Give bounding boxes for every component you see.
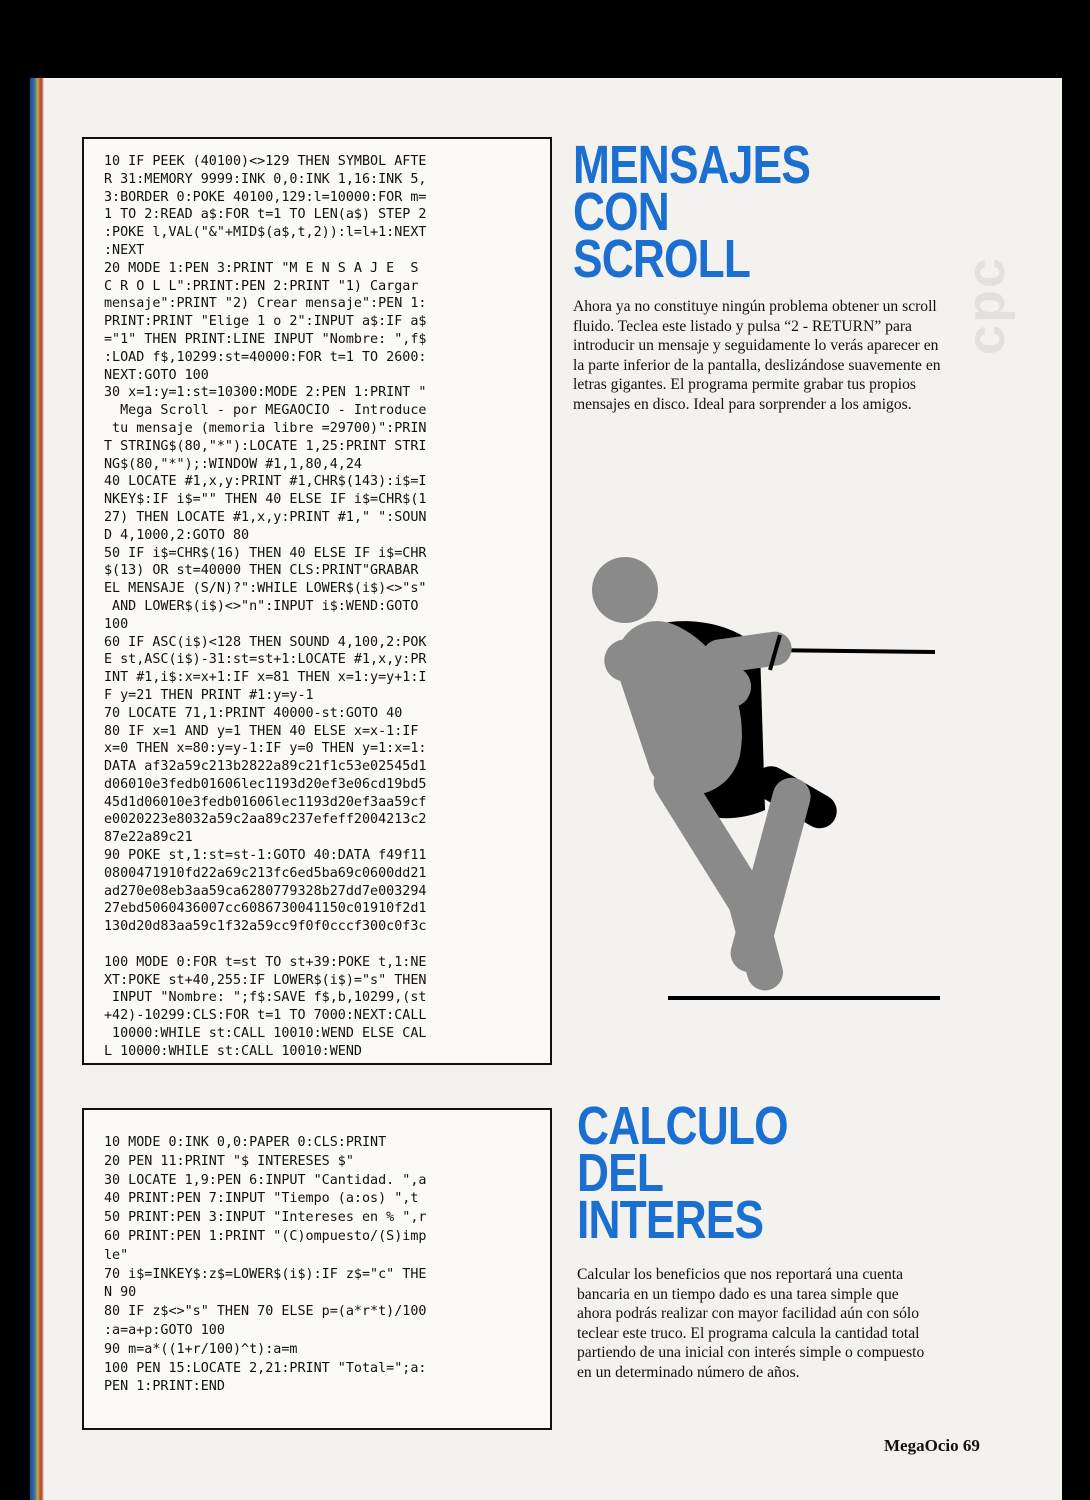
- page-footer-label: MegaOcio 69: [884, 1436, 980, 1455]
- code-listing-box-scroll: [82, 137, 552, 1065]
- description-interes: Calcular los beneficios que nos reportará una cuenta bancaria en un tiempo dado es una tarea simple que ahora podrás realizar con mayor facilidad aún con sólo teclear este truco. El programa calcula la cantidad total partiendo de una inicial con interés simple o compuesto en un determinado número de años.: [577, 1266, 925, 1381]
- description-scroll: Ahora ya no constituye ningún problema obtener un scroll fluido. Teclea este listado y pulsa “2 - RETURN” para introducir un mensaje y seguidamente lo verás aparecer en la parte inferior de la pantalla, deslizándose suavemente en letras gigantes. El programa permite grabar tus propios mensajes en disco. Ideal para sorprender a los amigos.: [573, 298, 941, 413]
- heading-line: SCROLL: [573, 229, 751, 289]
- heading-line: INTERES: [577, 1190, 764, 1250]
- code-listing-box-interes: [82, 1108, 552, 1430]
- binding-spine: [30, 78, 44, 1500]
- heading-calculo-del-interes: [577, 1096, 788, 1250]
- heading-line: MENSAJES: [573, 135, 811, 195]
- head-shape: [592, 557, 658, 623]
- heading-line: CON: [573, 182, 669, 242]
- heading-line: DEL: [577, 1143, 664, 1203]
- heading-line: CALCULO: [577, 1096, 788, 1156]
- heading-mensajes-con-scroll: [573, 135, 811, 289]
- stick-figure-pulling-rope-illustration: [580, 540, 945, 1010]
- bleed-through-watermark: cpc: [956, 255, 1016, 355]
- code-listing-interes: 10 MODE 0:INK 0,0:PAPER 0:CLS:PRINT 20 PEN 11:PRINT "$ INTERESES $" 30 LOCATE 1,9:PEN 6:INPUT "Cantidad. ",a 40 PRINT:PEN 7:INPUT "Tiempo (a:os) ",t 50 PRINT:PEN 3:INPUT "Intereses en % ",r 60 PRINT:PEN 1:PRINT "(C)ompuesto/(S)imp le" 70 i$=INKEY$:z$=LOWER$(i$):IF z$="c" THE N 90 80 IF z$<>"s" THEN 70 ELSE p=(a*r*t)/100 :a=a+p:GOTO 100 90 m=a*((1+r/100)^t):a=m 100 PEN 15:LOCATE 2,21:PRINT "Total=";a: PEN 1:PRINT:END: [104, 1135, 427, 1395]
- code-listing-scroll: 10 IF PEEK (40100)<>129 THEN SYMBOL AFTE R 31:MEMORY 9999:INK 0,0:INK 1,16:INK 5, 3:BORDER 0:POKE 40100,129:l=10000:FOR m= 1 TO 2:READ a$:FOR t=1 TO LEN(a$) STEP 2 :POKE l,VAL("&"+MID$(a$,t,2)):l=l+1:NEXT :NEXT 20 MODE 1:PEN 3:PRINT "M E N S A J E S C R O L L":PRINT:PEN 2:PRINT "1) Cargar mensaje":PRINT "2) Crear mensaje":PEN 1: PRINT:PRINT "Elige 1 o 2":INPUT a$:IF a$ ="1" THEN PRINT:LINE INPUT "Nombre: ",f$ :LOAD f$,10299:st=40000:FOR t=1 TO 2600: NEXT:GOTO 100 30 x=1:y=1:st=10300:MODE 2:PEN 1:PRINT " Mega Scroll - por MEGAOCIO - Introduce tu mensaje (memoria libre =29700)":PRIN T STRING$(80,"*"):LOCATE 1,25:PRINT STRI NG$(80,"*");:WINDOW #1,1,80,4,24 40 LOCATE #1,x,y:PRINT #1,CHR$(143):i$=I NKEY$:IF i$="" THEN 40 ELSE IF i$=CHR$(1 27) THEN LOCATE #1,x,y:PRINT #1," ":SOUN D 4,1000,2:GOTO 80 50 IF i$=CHR$(16) THEN 40 ELSE IF i$=CHR $(13) OR st=40000 THEN CLS:PRINT"GRABAR EL MENSAJE (S/N)?":WHILE LOWER$(i$)<>"s" AND LOWER$(i$)<>"n":INPUT i$:WEND:GOTO 100 60 IF ASC(i$)<128 THEN SOUND 4,100,2:POK E st,ASC(i$)-31:st=st+1:LOCATE #1,x,y:PR INT #1,i$:x=x+1:IF x=81 THEN x=1:y=y+1:I F y=21 THEN PRINT #1:y=y-1 70 LOCATE 71,1:PRINT 40000-st:GOTO 40 80 IF x=1 AND y=1 THEN 40 ELSE x=x-1:IF x=0 THEN x=80:y=y-1:IF y=0 THEN y=1:x=1: DATA af32a59c213b2822a89c21f1c53e02545d1 d06010e3fedb01606lec1193d20ef3e06cd19bd5 45d1d06010e3fedb01606lec1193d20ef3aa59cf e0020223e8032a59c2aa89c237efeff2004213c2 87e22a89c21 90 POKE st,1:st=st-1:GOTO 40:DATA f49f11 0800471910fd22a69c213fc6ed5ba69c0600dd21 ad270e08eb3aa59ca6280779328b27dd7e003294 27ebd5060436007cc6086730041150c01910f2d1 130d20d83aa59c1f32a59cc9f0f0cccf300c0f3c 100 MODE 0:FOR t=st TO st+39:POKE t,1:NE XT:POKE st+40,255:IF LOWER$(i$)="s" THEN INPUT "Nombre: ";f$:SAVE f$,b,10299,(st +42)-10299:CLS:FOR t=1 TO 7000:NEXT:CALL 10000:WHILE st:CALL 10010:WEND ELSE CAL L 10000:WHILE st:CALL 10010:WEND: [104, 154, 427, 1059]
